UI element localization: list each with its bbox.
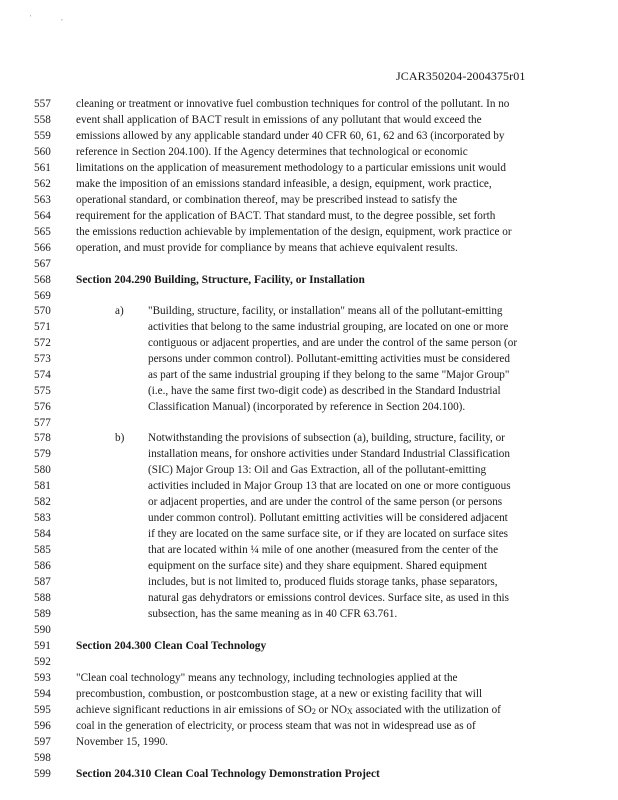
line-number: 576 [34, 401, 51, 413]
document-id: JCAR350204-2004375r01 [396, 69, 526, 83]
line-number: 587 [34, 576, 51, 588]
line-text: event shall application of BACT result in emissions of any pollutant that would exceed the [76, 114, 482, 126]
line-text: cleaning or treatment or innovative fuel combustion techniques for control of the pollutant. In no [76, 98, 510, 110]
text-segment: associated with the utilization of [352, 704, 501, 716]
line-text: contiguous or adjacent properties, and are under the control of the same person (or [148, 337, 518, 349]
section-heading: Section 204.300 Clean Coal Technology [76, 640, 267, 652]
line-number: 583 [34, 512, 51, 524]
line-text: requirement for the application of BACT. That standard must, to the degree possible, set forth [76, 210, 496, 222]
line-text: "Clean coal technology" means any technology, including technologies applied at the [76, 672, 458, 684]
line-text: precombustion, combustion, or postcombustion stage, at a new or existing facility that will [76, 688, 483, 700]
line-number: 585 [34, 544, 51, 556]
scan-corner-marks: ' , [30, 14, 77, 22]
line-number: 586 [34, 560, 51, 572]
line-number: 569 [34, 290, 51, 302]
line-text: or adjacent properties, and are under the control of the same person (or persons [148, 496, 503, 508]
line-number: 573 [34, 353, 51, 365]
line-number: 567 [34, 258, 51, 270]
line-number: 593 [34, 672, 51, 684]
line-number: 557 [34, 98, 51, 110]
line-number: 589 [34, 608, 51, 620]
line-text: natural gas dehydrators or emissions control devices. Surface site, as used in this [148, 592, 510, 604]
line-text: (SIC) Major Group 13: Oil and Gas Extraction, all of the pollutant-emitting [148, 464, 487, 476]
line-number: 558 [34, 114, 51, 126]
line-number: 588 [34, 592, 51, 604]
line-text [76, 704, 501, 717]
subsection-marker: b) [115, 432, 125, 444]
line-text: coal in the generation of electricity, or process steam that was not in widespread use as of [76, 720, 476, 732]
line-number: 564 [34, 210, 51, 222]
line-text: operation, and must provide for compliance by means that achieve equivalent results. [76, 242, 458, 254]
line-text: as part of the same industrial grouping if they belong to the same "Major Group" [148, 369, 510, 381]
line-number: 575 [34, 385, 51, 397]
section-heading: Section 204.290 Building, Structure, Facility, or Installation [76, 274, 365, 286]
line-text: under common control). Pollutant emitting activities will be considered adjacent [148, 512, 508, 524]
text-segment: or NO [315, 704, 347, 716]
line-number: 584 [34, 528, 51, 540]
subsection-marker: a) [115, 305, 124, 317]
line-number: 566 [34, 242, 51, 254]
line-number: 594 [34, 688, 51, 700]
line-text: emissions allowed by any applicable standard under 40 CFR 60, 61, 62 and 63 (incorporated by [76, 130, 505, 142]
line-text: Notwithstanding the provisions of subsection (a), building, structure, facility, or [148, 432, 505, 444]
line-number: 582 [34, 496, 51, 508]
section-heading: Section 204.310 Clean Coal Technology Demonstration Project [76, 768, 380, 780]
line-text: limitations on the application of measurement methodology to a particular emissions unit would [76, 162, 507, 174]
line-text: Classification Manual) (incorporated by reference in Section 204.100). [148, 401, 466, 413]
line-number: 592 [34, 656, 51, 668]
line-text: (i.e., have the same first two-digit code) as described in the Standard Industrial [148, 385, 501, 397]
line-text: operational standard, or combination thereof, may be prescribed instead to satisfy the [76, 194, 458, 206]
line-text: that are located within ¼ mile of one another (measured from the center of the [148, 544, 499, 556]
line-text: subsection, has the same meaning as in 40 CFR 63.761. [148, 608, 398, 620]
subscript: 2 [311, 707, 316, 716]
line-number: 596 [34, 720, 51, 732]
line-number: 570 [34, 305, 51, 317]
line-number: 580 [34, 464, 51, 476]
line-text: activities included in Major Group 13 that are located on one or more contiguous [148, 480, 511, 492]
line-number: 597 [34, 736, 51, 748]
line-text: activities that belong to the same industrial grouping, are located on one or more [148, 321, 509, 333]
line-number: 598 [34, 752, 51, 764]
line-number: 595 [34, 704, 51, 716]
line-text: if they are located on the same surface site, or if they are located on surface sites [148, 528, 509, 540]
line-text: reference in Section 204.100). If the Agency determines that technological or economic [76, 146, 468, 158]
line-number: 560 [34, 146, 51, 158]
line-number: 581 [34, 480, 51, 492]
line-text: includes, but is not limited to, produced fluids storage tanks, phase separators, [148, 576, 498, 588]
line-number: 563 [34, 194, 51, 206]
line-text: equipment on the surface site) and they share equipment. Shared equipment [148, 560, 487, 572]
subscript: X [346, 707, 353, 716]
line-number: 578 [34, 432, 51, 444]
line-number: 590 [34, 624, 51, 636]
line-number: 572 [34, 337, 51, 349]
line-number: 561 [34, 162, 51, 174]
line-number: 565 [34, 226, 51, 238]
text-segment: achieve significant reductions in air emissions of SO [76, 704, 312, 716]
line-text: November 15, 1990. [76, 736, 168, 748]
line-number: 559 [34, 130, 51, 142]
line-number: 579 [34, 448, 51, 460]
line-number: 571 [34, 321, 51, 333]
line-number: 599 [34, 768, 51, 780]
line-text: installation means, for onshore activities under Standard Industrial Classification [148, 448, 510, 460]
line-number: 591 [34, 640, 51, 652]
line-text: "Building, structure, facility, or installation" means all of the pollutant-emitting [148, 305, 503, 317]
line-text: make the imposition of an emissions standard infeasible, a design, equipment, work practice, [76, 178, 492, 190]
line-number: 568 [34, 274, 51, 286]
line-text: the emissions reduction achievable by implementation of the design, equipment, work practice or [76, 226, 512, 238]
line-number: 577 [34, 417, 51, 429]
line-number: 562 [34, 178, 51, 190]
line-text: persons under common control). Pollutant-emitting activities must be considered [148, 353, 510, 365]
line-number: 574 [34, 369, 51, 381]
